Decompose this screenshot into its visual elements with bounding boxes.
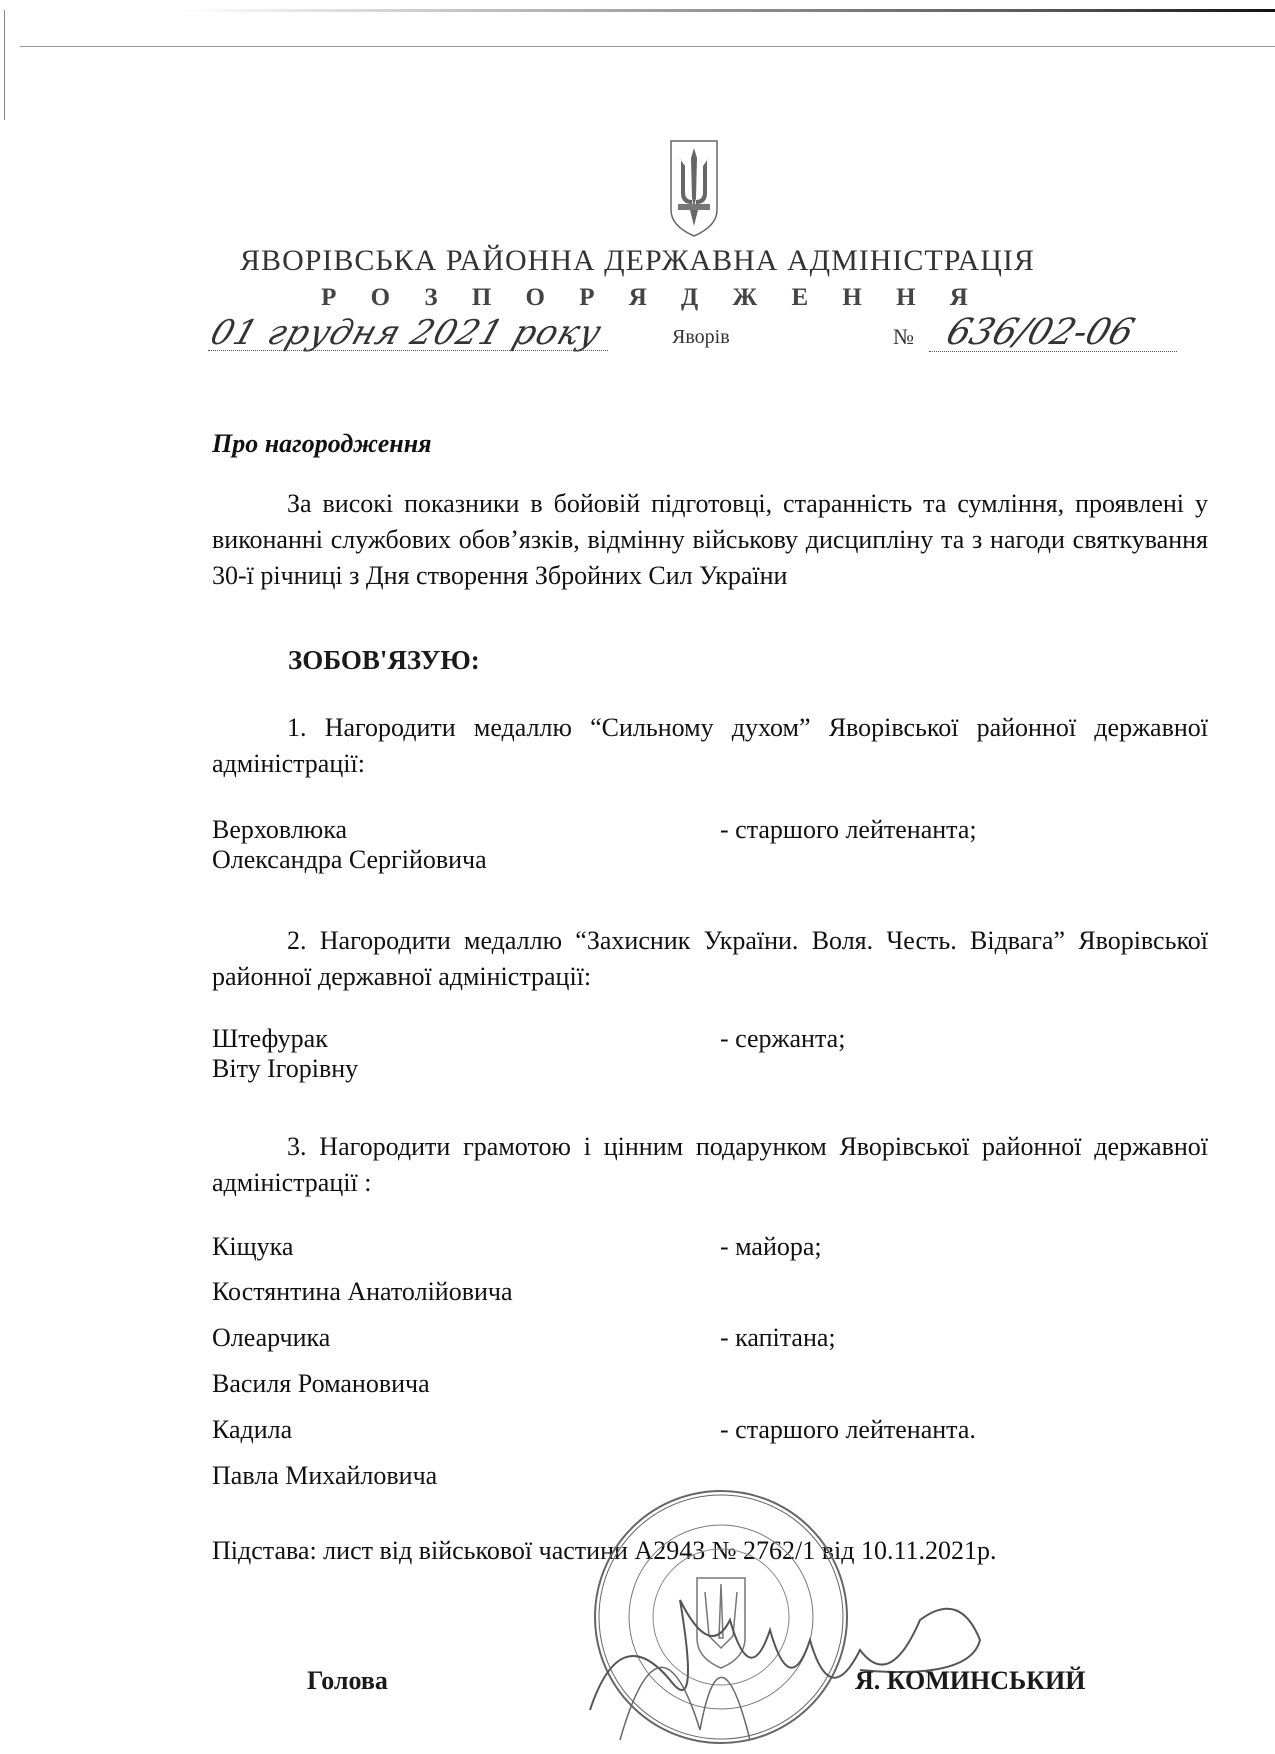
directive-heading: ЗОБОВ'ЯЗУЮ: [288, 645, 480, 675]
item-2-text: 2. Нагородити медаллю “Захисник України. Воля. Честь. Відвага” Яворівської районної державної адміністрації: [212, 926, 1208, 991]
person-given-names: Олександра Сергійовича [212, 845, 487, 874]
signatory-name: Я. КОМИНСЬКИЙ [855, 1666, 1086, 1695]
handwritten-signature [560, 1560, 1020, 1750]
person-surname: Верховлюка [212, 815, 348, 844]
subject: Про нагородження [212, 429, 432, 458]
item-1-text: 1. Нагородити медаллю “Сильному духом” Яворівської районної державної адміністрації: [212, 713, 1208, 778]
scan-fold-line [20, 46, 1275, 47]
person-given-names: Віту Ігорівну [212, 1054, 359, 1083]
person-rank: - старшого лейтенанта. [720, 1415, 976, 1444]
preamble: За високі показники в бойовій підготовці, старанність та сумління, проявлені у виконанні службових обов’язків, відмінну військову дисципліну та з нагоди святкування 30-ї річниці з Дня створення Збройних Сил України [212, 489, 1208, 590]
person-rank: - майора; [720, 1232, 822, 1261]
scan-edge-line [180, 9, 1275, 12]
document-type: Р О З П О Р Я Д Ж Е Н Н Я [321, 284, 982, 311]
organization-name: ЯВОРІВСЬКА РАЙОННА ДЕРЖАВНА АДМІНІСТРАЦІЯ [240, 244, 1035, 277]
person-surname: Кадила [212, 1415, 293, 1444]
scan-left-edge [4, 10, 5, 120]
number-label: № [893, 324, 914, 349]
person-rank: - капітана; [720, 1323, 836, 1352]
handwritten-date: 01 грудня 2021 року [205, 313, 608, 353]
number-underline [929, 351, 1177, 353]
person-rank: - старшого лейтенанта; [720, 815, 977, 844]
person-surname: Олеарчика [212, 1323, 331, 1352]
item-3-text: 3. Нагородити грамотою і цінним подарунком Яворівської районної державної адміністрації : [212, 1132, 1208, 1197]
person-surname: Штефурак [212, 1024, 328, 1053]
person-given-names: Павла Михайловича [212, 1461, 438, 1490]
person-surname: Кіщука [212, 1232, 294, 1261]
person-given-names: Костянтина Анатолійовича [212, 1277, 513, 1306]
place: Яворів [672, 326, 730, 348]
handwritten-number: 636/02-06 [941, 312, 1140, 353]
person-rank: - сержанта; [720, 1024, 846, 1053]
coat-of-arms-icon [668, 138, 720, 238]
basis: Підстава: лист від військової частини А2943 № 2762/1 від 10.11.2021р. [212, 1536, 997, 1565]
person-given-names: Василя Романовича [212, 1369, 430, 1398]
date-underline [208, 350, 608, 352]
signatory-position: Голова [307, 1666, 388, 1695]
